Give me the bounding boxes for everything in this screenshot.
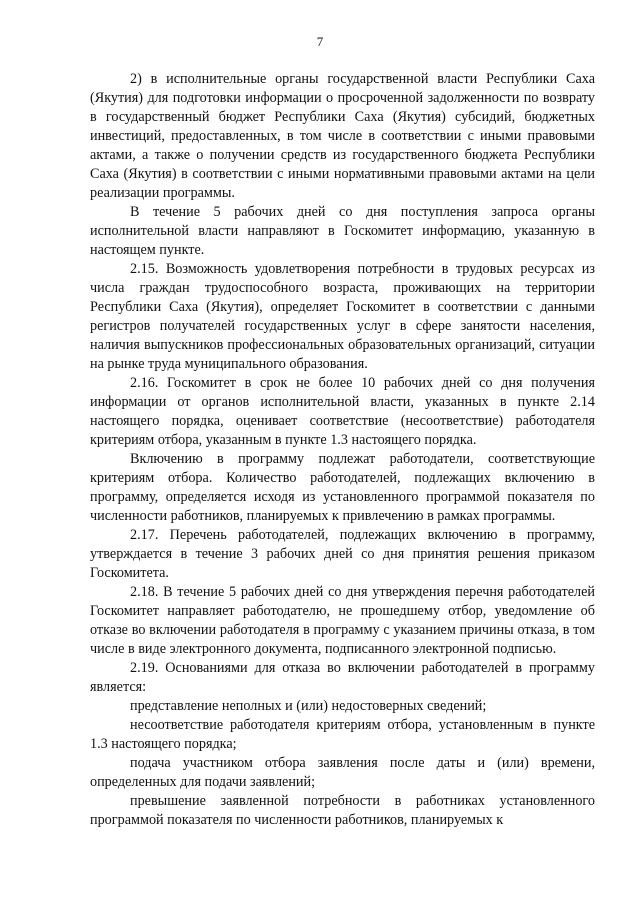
list-item-incomplete-data: представление неполных и (или) недостоверных сведений; bbox=[130, 698, 487, 714]
paragraph-2-18: 2.18. В течение 5 рабочих дней со дня утверждения перечня работодателей Госкомитет направляет работодателю, не прошедшему отбор, уведомление об отказе во включении работодателя в программу с указанием причины отказа, в том числе в виде электронного документа, подписанного электронной подписью. bbox=[90, 584, 595, 657]
paragraph-inclusion-criteria: Включению в программу подлежат работодатели, соответствующие критериям отбора. Количество работодателей, подлежащих включению в программу, определяется исходя из установленного программой показателя по численности работников, планируемых к привлечению в рамках программы. bbox=[90, 451, 595, 524]
paragraph-2-17: 2.17. Перечень работодателей, подлежащих включению в программу, утверждается в течение 3 рабочих дней со дня принятия решения приказом Госкомитета. bbox=[90, 527, 595, 581]
document-body bbox=[90, 70, 595, 830]
list-item-demand-excess: превышение заявленной потребности в работниках установленного программой показателя по численности работников, планируемых к bbox=[90, 793, 595, 828]
list-item-criteria-mismatch: несоответствие работодателя критериям отбора, установленным в пункте 1.3 настоящего порядка; bbox=[90, 717, 595, 752]
paragraph-2-16: 2.16. Госкомитет в срок не более 10 рабочих дней со дня получения информации от органов исполнительной власти, указанных в пункте 2.14 настоящего порядка, оценивает соответствие (несоответствие) работодателя критериям отбора, указанным в пункте 1.3 настоящего порядка. bbox=[90, 375, 595, 448]
page-number: 7 bbox=[316, 34, 324, 49]
list-item-late-application: подача участником отбора заявления после даты и (или) времени, определенных для подачи заявлений; bbox=[90, 755, 595, 790]
paragraph-2-19: 2.19. Основаниями для отказа во включении работодателей в программу является: bbox=[90, 660, 595, 695]
paragraph-response-deadline: В течение 5 рабочих дней со дня поступления запроса органы исполнительной власти направляют в Госкомитет информацию, указанную в настоящем пункте. bbox=[90, 204, 595, 258]
paragraph-item-2-recipients: 2) в исполнительные органы государственной власти Республики Саха (Якутия) для подготовки информации о просроченной задолженности по возврату в государственный бюджет Республики Саха (Якутия) субсидий, бюджетных инвестиций, предоставленных, в том числе в соответствии с иными правовыми актами, а также о получении средств из государственного бюджета Республики Саха (Якутия) в соответствии с иными нормативными правовыми актами на цели реализации программы. bbox=[90, 71, 595, 201]
paragraph-2-15: 2.15. Возможность удовлетворения потребности в трудовых ресурсах из числа граждан трудоспособного возраста, проживающих на территории Республики Саха (Якутия), определяет Госкомитет в соответствии с данными регистров получателей государственных услуг в сфере занятости населения, наличия выпускников профессиональных образовательных организаций, ситуации на рынке труда муниципального образования. bbox=[90, 261, 595, 372]
